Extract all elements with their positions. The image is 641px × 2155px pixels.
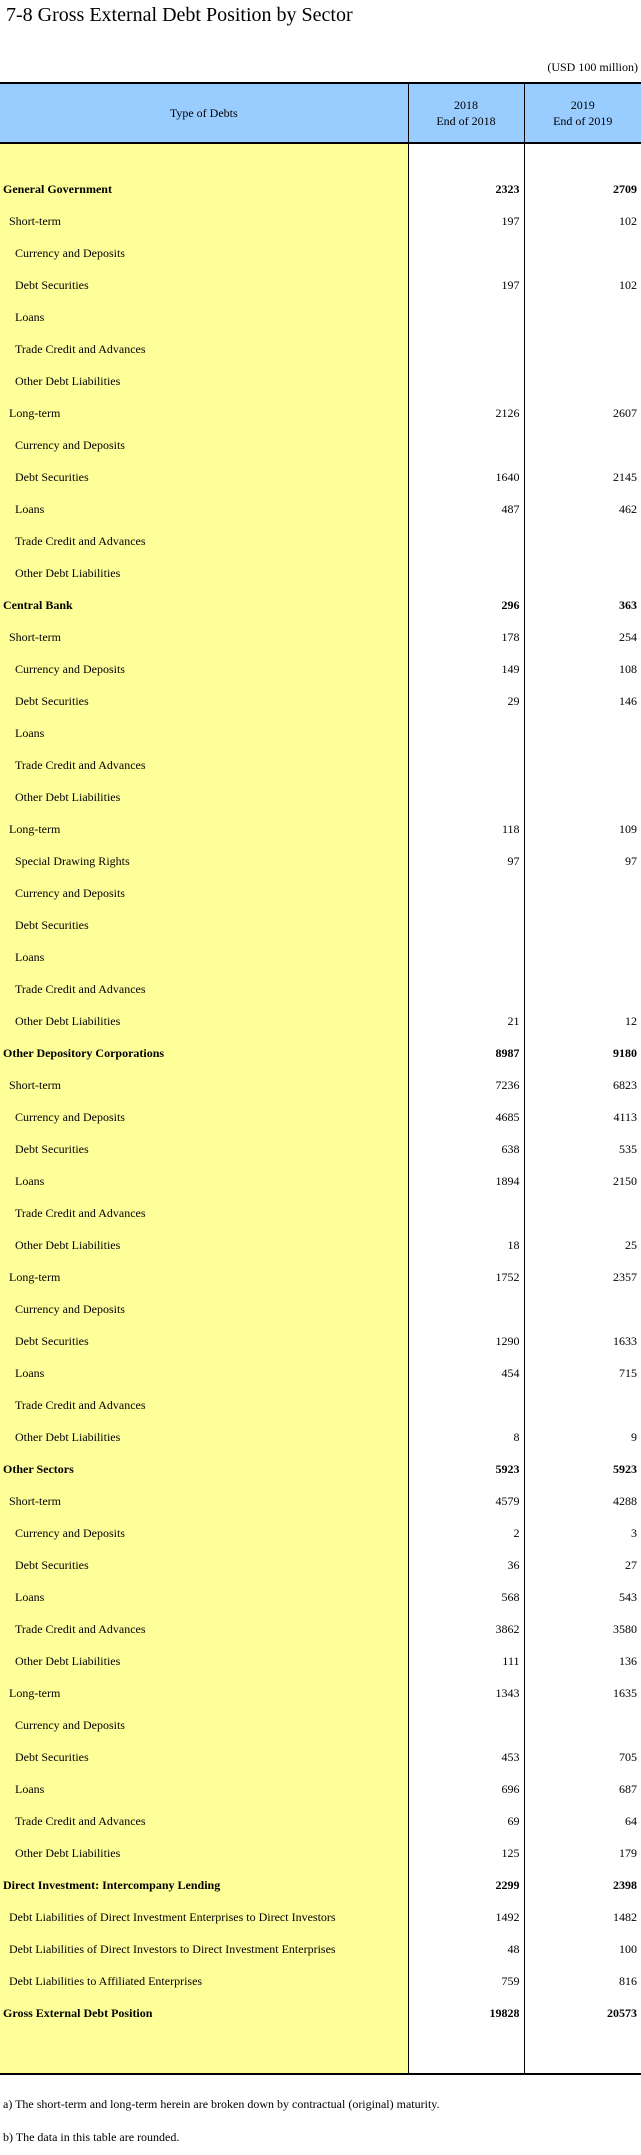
value-2018: 1492 — [495, 1909, 520, 1924]
value-2018 — [408, 429, 524, 461]
col-2019-sub: End of 2019 — [553, 114, 613, 128]
row-label: Trade Credit and Advances — [0, 1805, 408, 1837]
value-2018: 48 — [507, 1941, 520, 1956]
value-2018 — [408, 877, 524, 909]
row-label: Gross External Debt Position — [0, 1997, 408, 2029]
row-label: Currency and Deposits — [0, 877, 408, 909]
table-row — [0, 749, 641, 781]
value-2018: 8987 — [495, 1045, 520, 1060]
value-2018: 111 — [502, 1653, 520, 1668]
value-2019 — [524, 429, 641, 461]
row-label: Loans — [0, 1357, 408, 1389]
value-2018: 2 — [513, 1525, 520, 1540]
value-2019 — [524, 301, 641, 333]
value-2018 — [408, 237, 524, 269]
value-2018: 197 — [501, 213, 520, 228]
table-row — [0, 1805, 641, 1837]
table-row — [0, 1037, 641, 1069]
row-label: Trade Credit and Advances — [0, 525, 408, 557]
value-2018: 1752 — [495, 1269, 520, 1284]
value-2019: 102 — [524, 205, 641, 237]
row-label: Currency and Deposits — [0, 1709, 408, 1741]
value-2018 — [408, 749, 524, 781]
table-row — [0, 813, 641, 845]
value-2018: 1290 — [495, 1333, 520, 1348]
value-2018: 97 — [507, 853, 520, 868]
table-row — [0, 1613, 641, 1645]
value-2018: 178 — [501, 629, 520, 644]
value-2019: 1482 — [524, 1901, 641, 1933]
row-label: Debt Securities — [0, 1741, 408, 1773]
type-of-debts-header: Type of Debts — [0, 83, 408, 143]
value-2019: 705 — [524, 1741, 641, 1773]
value-2019: 254 — [524, 621, 641, 653]
value-2019: 6823 — [524, 1069, 641, 1101]
value-2018: 21 — [507, 1013, 520, 1028]
table-row — [0, 1677, 641, 1709]
value-2018: 1343 — [495, 1685, 520, 1700]
row-label: Long-term — [0, 813, 408, 845]
row-label: Debt Securities — [0, 461, 408, 493]
value-2019: 1633 — [524, 1325, 641, 1357]
value-2018: 638 — [501, 1141, 520, 1156]
unit-label: (USD 100 million) — [547, 60, 638, 74]
row-label: Trade Credit and Advances — [0, 333, 408, 365]
table-row — [0, 173, 641, 205]
value-2019: 136 — [524, 1645, 641, 1677]
table-row — [0, 1197, 641, 1229]
row-label: Debt Securities — [0, 909, 408, 941]
row-label: Trade Credit and Advances — [0, 1197, 408, 1229]
table-row — [0, 717, 641, 749]
value-2018: 454 — [501, 1365, 520, 1380]
value-2019 — [524, 1293, 641, 1325]
row-label: Short-term — [0, 1069, 408, 1101]
table-row — [0, 1517, 641, 1549]
row-label: Special Drawing Rights — [0, 845, 408, 877]
table-row — [0, 1101, 641, 1133]
row-label: Long-term — [0, 397, 408, 429]
value-2018 — [408, 909, 524, 941]
row-label: Long-term — [0, 1677, 408, 1709]
row-label: Long-term — [0, 1261, 408, 1293]
value-2018 — [408, 1709, 524, 1741]
value-2019 — [524, 333, 641, 365]
value-2018: 4579 — [495, 1493, 520, 1508]
value-2018 — [408, 781, 524, 813]
value-2019: 2150 — [524, 1165, 641, 1197]
col-2019-header — [524, 83, 641, 143]
value-2019 — [524, 237, 641, 269]
row-label: Debt Securities — [0, 685, 408, 717]
value-2019: 363 — [524, 589, 641, 621]
value-2019: 25 — [524, 1229, 641, 1261]
row-label: Trade Credit and Advances — [0, 749, 408, 781]
value-2019: 2607 — [524, 397, 641, 429]
col-2018-header — [408, 83, 524, 143]
row-label: Other Debt Liabilities — [0, 1837, 408, 1869]
row-label: Loans — [0, 1773, 408, 1805]
table-row — [0, 333, 641, 365]
row-label: Short-term — [0, 1485, 408, 1517]
table-row — [0, 1773, 641, 1805]
value-2018: 1640 — [495, 469, 520, 484]
table-row — [0, 1741, 641, 1773]
row-label: Currency and Deposits — [0, 237, 408, 269]
row-label: Currency and Deposits — [0, 1517, 408, 1549]
value-2018: 696 — [501, 1781, 520, 1796]
value-2018: 5923 — [495, 1461, 520, 1476]
value-2018: 8 — [513, 1429, 520, 1444]
value-2019: 3 — [524, 1517, 641, 1549]
table-row — [0, 1709, 641, 1741]
row-label: Short-term — [0, 621, 408, 653]
table-body — [0, 143, 641, 2074]
value-2018: 4685 — [495, 1109, 520, 1124]
row-label: Debt Securities — [0, 1549, 408, 1581]
value-2019: 715 — [524, 1357, 641, 1389]
value-2019: 9180 — [524, 1037, 641, 1069]
value-2018: 2126 — [495, 405, 520, 420]
row-label: Short-term — [0, 205, 408, 237]
row-label: Other Debt Liabilities — [0, 1421, 408, 1453]
table-row — [0, 493, 641, 525]
value-2019 — [524, 877, 641, 909]
value-2018: 36 — [507, 1557, 520, 1572]
table-row — [0, 1357, 641, 1389]
table-row — [0, 1869, 641, 1901]
row-label: Currency and Deposits — [0, 429, 408, 461]
value-2018 — [408, 1197, 524, 1229]
table-row — [0, 1837, 641, 1869]
value-2019: 100 — [524, 1933, 641, 1965]
value-2018 — [408, 717, 524, 749]
table-row — [0, 653, 641, 685]
table-row — [0, 1165, 641, 1197]
value-2018 — [408, 1389, 524, 1421]
value-2019 — [524, 365, 641, 397]
table-header-row — [0, 83, 641, 143]
table-row — [0, 1293, 641, 1325]
table-row — [0, 269, 641, 301]
value-2019: 5923 — [524, 1453, 641, 1485]
row-label: Loans — [0, 1581, 408, 1613]
row-label: Other Debt Liabilities — [0, 1645, 408, 1677]
table-row — [0, 1901, 641, 1933]
row-label: Debt Liabilities of Direct Investment Enterprises to Direct Investors — [0, 1901, 408, 1933]
value-2019: 2357 — [524, 1261, 641, 1293]
row-label: Loans — [0, 1165, 408, 1197]
value-2019: 97 — [524, 845, 641, 877]
value-2019: 20573 — [524, 1997, 641, 2029]
table-row — [0, 909, 641, 941]
value-2019: 1635 — [524, 1677, 641, 1709]
table-row — [0, 1581, 641, 1613]
row-label: Debt Securities — [0, 1133, 408, 1165]
value-2018: 19828 — [489, 2005, 520, 2020]
value-2018 — [408, 365, 524, 397]
row-label: Other Debt Liabilities — [0, 1229, 408, 1261]
row-label: Loans — [0, 493, 408, 525]
table-row — [0, 589, 641, 621]
value-2019: 816 — [524, 1965, 641, 1997]
value-2019 — [524, 1197, 641, 1229]
table-row — [0, 1549, 641, 1581]
table-row — [0, 525, 641, 557]
row-label: Trade Credit and Advances — [0, 1389, 408, 1421]
value-2019: 9 — [524, 1421, 641, 1453]
col-2018-sub: End of 2018 — [436, 114, 496, 128]
table-row — [0, 1005, 641, 1037]
table-row — [0, 1133, 641, 1165]
table-row — [0, 1997, 641, 2029]
value-2019: 64 — [524, 1805, 641, 1837]
row-label: Loans — [0, 941, 408, 973]
value-2019 — [524, 1709, 641, 1741]
table-row — [0, 237, 641, 269]
row-label: Debt Securities — [0, 1325, 408, 1357]
spacer-row — [0, 2029, 641, 2074]
row-label: Other Debt Liabilities — [0, 781, 408, 813]
value-2019 — [524, 717, 641, 749]
value-2018: 2299 — [495, 1877, 520, 1892]
row-label: Direct Investment: Intercompany Lending — [0, 1869, 408, 1901]
table-row — [0, 365, 641, 397]
row-label: Currency and Deposits — [0, 1293, 408, 1325]
value-2019: 27 — [524, 1549, 641, 1581]
table-row — [0, 685, 641, 717]
value-2018: 296 — [501, 597, 520, 612]
value-2019 — [524, 749, 641, 781]
value-2018: 1894 — [495, 1173, 520, 1188]
row-label: Loans — [0, 301, 408, 333]
table-row — [0, 205, 641, 237]
value-2019: 2709 — [524, 173, 641, 205]
table-row — [0, 397, 641, 429]
table-row — [0, 557, 641, 589]
value-2019: 462 — [524, 493, 641, 525]
row-label: Other Debt Liabilities — [0, 557, 408, 589]
value-2018 — [408, 1293, 524, 1325]
row-label: Other Debt Liabilities — [0, 365, 408, 397]
row-label: Trade Credit and Advances — [0, 1613, 408, 1645]
spacer-row — [0, 143, 641, 173]
value-2018 — [408, 301, 524, 333]
value-2018: 568 — [501, 1589, 520, 1604]
col-2018-year: 2018 — [454, 98, 478, 112]
value-2018: 3862 — [495, 1621, 520, 1636]
table-row — [0, 1069, 641, 1101]
row-label: Currency and Deposits — [0, 653, 408, 685]
table-row — [0, 1389, 641, 1421]
row-label: Currency and Deposits — [0, 1101, 408, 1133]
value-2018 — [408, 525, 524, 557]
debt-table — [0, 82, 641, 2075]
value-2019: 535 — [524, 1133, 641, 1165]
value-2018: 18 — [507, 1237, 520, 1252]
value-2018: 29 — [507, 693, 520, 708]
footnote-b: b) The data in this table are rounded. — [3, 2130, 180, 2144]
value-2019: 4288 — [524, 1485, 641, 1517]
footnote-a: a) The short-term and long-term herein are broken down by contractual (original) maturity. — [3, 2097, 440, 2111]
col-2019-year: 2019 — [570, 98, 595, 112]
value-2019 — [524, 781, 641, 813]
table-row — [0, 429, 641, 461]
value-2019: 687 — [524, 1773, 641, 1805]
value-2019: 4113 — [524, 1101, 641, 1133]
value-2018: 453 — [501, 1749, 520, 1764]
value-2018: 197 — [501, 277, 520, 292]
row-label: Other Depository Corporations — [0, 1037, 408, 1069]
value-2018: 487 — [501, 501, 520, 516]
value-2018: 149 — [501, 661, 520, 676]
value-2018: 2323 — [495, 181, 520, 196]
table-row — [0, 1325, 641, 1357]
table-row — [0, 1229, 641, 1261]
table-row — [0, 877, 641, 909]
row-label: General Government — [0, 173, 408, 205]
value-2019: 108 — [524, 653, 641, 685]
value-2019 — [524, 1389, 641, 1421]
row-label: Other Debt Liabilities — [0, 1005, 408, 1037]
value-2019: 102 — [524, 269, 641, 301]
table-row — [0, 973, 641, 1005]
value-2019 — [524, 525, 641, 557]
value-2018 — [408, 941, 524, 973]
row-label: Debt Securities — [0, 269, 408, 301]
value-2019 — [524, 973, 641, 1005]
table-row — [0, 1421, 641, 1453]
value-2019: 2398 — [524, 1869, 641, 1901]
value-2018 — [408, 557, 524, 589]
table-row — [0, 621, 641, 653]
row-label: Central Bank — [0, 589, 408, 621]
value-2019: 543 — [524, 1581, 641, 1613]
value-2018: 759 — [501, 1973, 520, 1988]
row-label: Loans — [0, 717, 408, 749]
value-2019: 2145 — [524, 461, 641, 493]
row-label: Trade Credit and Advances — [0, 973, 408, 1005]
value-2019: 179 — [524, 1837, 641, 1869]
table-row — [0, 941, 641, 973]
table-row — [0, 1645, 641, 1677]
value-2019: 12 — [524, 1005, 641, 1037]
value-2018 — [408, 333, 524, 365]
value-2018: 125 — [501, 1845, 520, 1860]
value-2018: 118 — [501, 821, 520, 836]
table-row — [0, 1453, 641, 1485]
page-title: 7-8 Gross External Debt Position by Sector — [6, 4, 353, 26]
value-2019 — [524, 909, 641, 941]
table-row — [0, 845, 641, 877]
value-2019 — [524, 941, 641, 973]
value-2019: 3580 — [524, 1613, 641, 1645]
table-row — [0, 781, 641, 813]
value-2019 — [524, 557, 641, 589]
value-2018: 69 — [507, 1813, 520, 1828]
row-label: Debt Liabilities to Affiliated Enterprises — [0, 1965, 408, 1997]
value-2018 — [408, 973, 524, 1005]
table-row — [0, 1485, 641, 1517]
table-row — [0, 1933, 641, 1965]
row-label: Other Sectors — [0, 1453, 408, 1485]
table-row — [0, 1261, 641, 1293]
value-2019: 146 — [524, 685, 641, 717]
value-2019: 109 — [524, 813, 641, 845]
table-row — [0, 301, 641, 333]
row-label: Debt Liabilities of Direct Investors to Direct Investment Enterprises — [0, 1933, 408, 1965]
value-2018: 7236 — [495, 1077, 520, 1092]
table-row — [0, 1965, 641, 1997]
table-row — [0, 461, 641, 493]
